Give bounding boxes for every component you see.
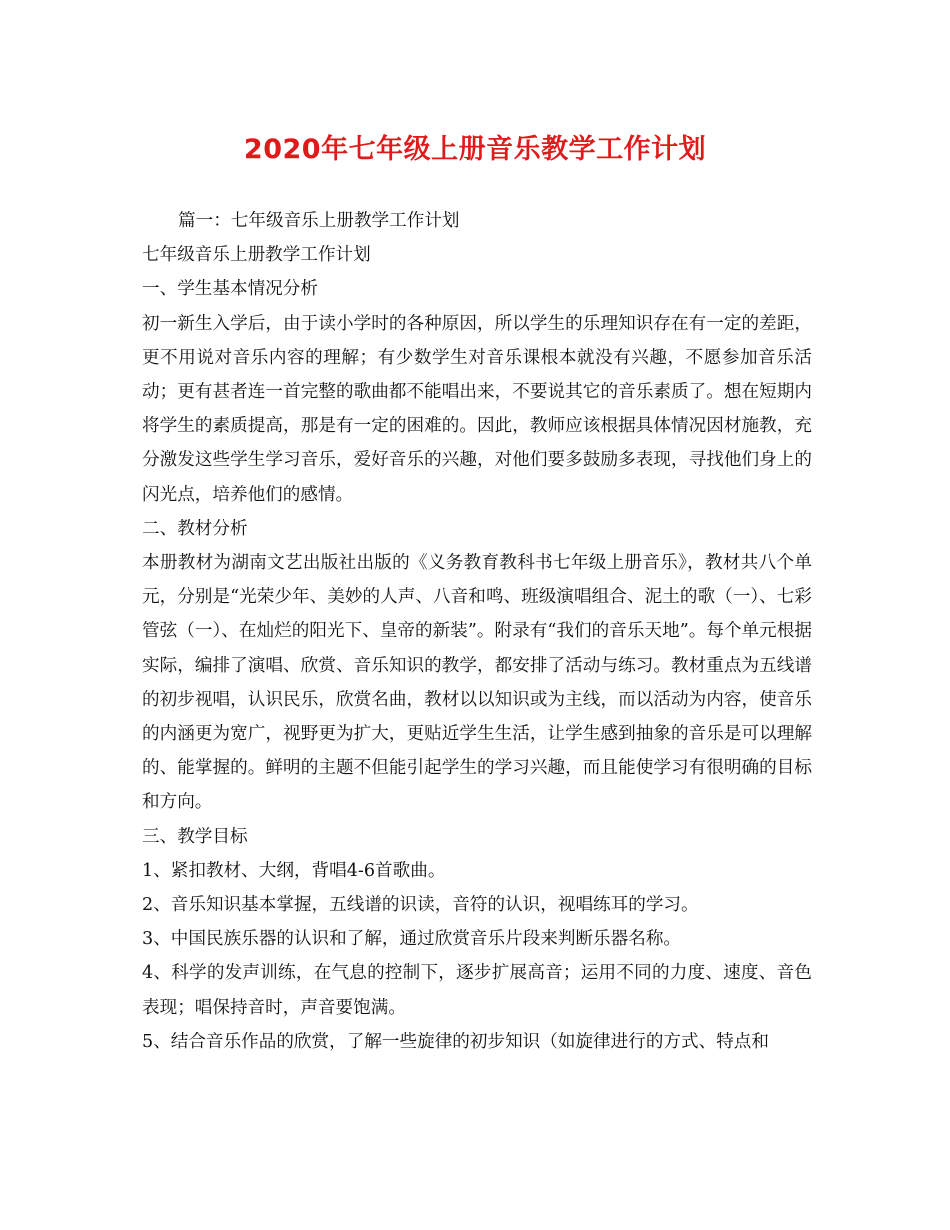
goal-item-3: 3、中国民族乐器的认识和了解，通过欣赏音乐片段来判断乐器名称。 (142, 929, 682, 950)
goal-item-2: 2、音乐知识基本掌握，五线谱的识读，音符的认识，视唱练耳的学习。 (142, 895, 699, 916)
document-body (142, 204, 812, 1059)
section-1-heading: 一、学生基本情况分析 (142, 279, 318, 300)
section-1-paragraph: 初一新生入学后，由于读小学时的各种原因，所以学生的乐理知识存在有一定的差距，更不用说对音乐内容的理解；有少数学生对音乐课根本就没有兴趣，不愿参加音乐活动；更有甚者连一首完整的歌曲都不能唱出来，不要说其它的音乐素质了。想在短期内将学生的素质提高，那是有一定的困难的。因此，教师应该根据具体情况因材施教，充分激发这些学生学习音乐，爱好音乐的兴趣，对他们要多鼓励多表现，寻找他们身上的闪光点，培养他们的感情。 (142, 313, 812, 505)
goal-item-1: 1、紧扣教材、大纲，背唱4-6首歌曲。 (142, 860, 446, 881)
section-2-paragraph: 本册教材为湖南文艺出版社出版的《义务教育教科书七年级上册音乐》，教材共八个单元，分别是“光荣少年、美妙的人声、八音和鸣、班级演唱组合、泥土的歌（一）、七彩管弦（一）、在灿烂的阳光下、皇帝的新装”。附录有“我们的音乐天地”。每个单元根据实际，编排了演唱、欣赏、音乐知识的教学，都安排了活动与练习。教材重点为五线谱的初步视唱，认识民乐，欣赏名曲，教材以以知识或为主线，而以活动为内容，使音乐的内涵更为宽广，视野更为扩大，更贴近学生生活，让学生感到抽象的音乐是可以理解的、能掌握的。鲜明的主题不但能引起学生的学习兴趣，而且能使学习有很明确的目标和方向。 (142, 553, 812, 813)
subtitle: 篇一：七年级音乐上册教学工作计划 (178, 211, 460, 231)
section-2-heading: 二、教材分析 (142, 518, 248, 539)
document-title: 2020年七年级上册音乐教学工作计划 (243, 134, 707, 165)
goal-item-4: 4、科学的发声训练，在气息的控制下，逐步扩展高音；运用不同的力度、速度、音色表现；唱保持音时，声音要饱满。 (142, 963, 812, 1018)
goal-item-5: 5、结合音乐作品的欣赏，了解一些旋律的初步知识（如旋律进行的方式、特点和 (142, 1031, 769, 1052)
plan-heading: 七年级音乐上册教学工作计划 (142, 245, 371, 266)
section-3-heading: 三、教学目标 (142, 826, 248, 847)
